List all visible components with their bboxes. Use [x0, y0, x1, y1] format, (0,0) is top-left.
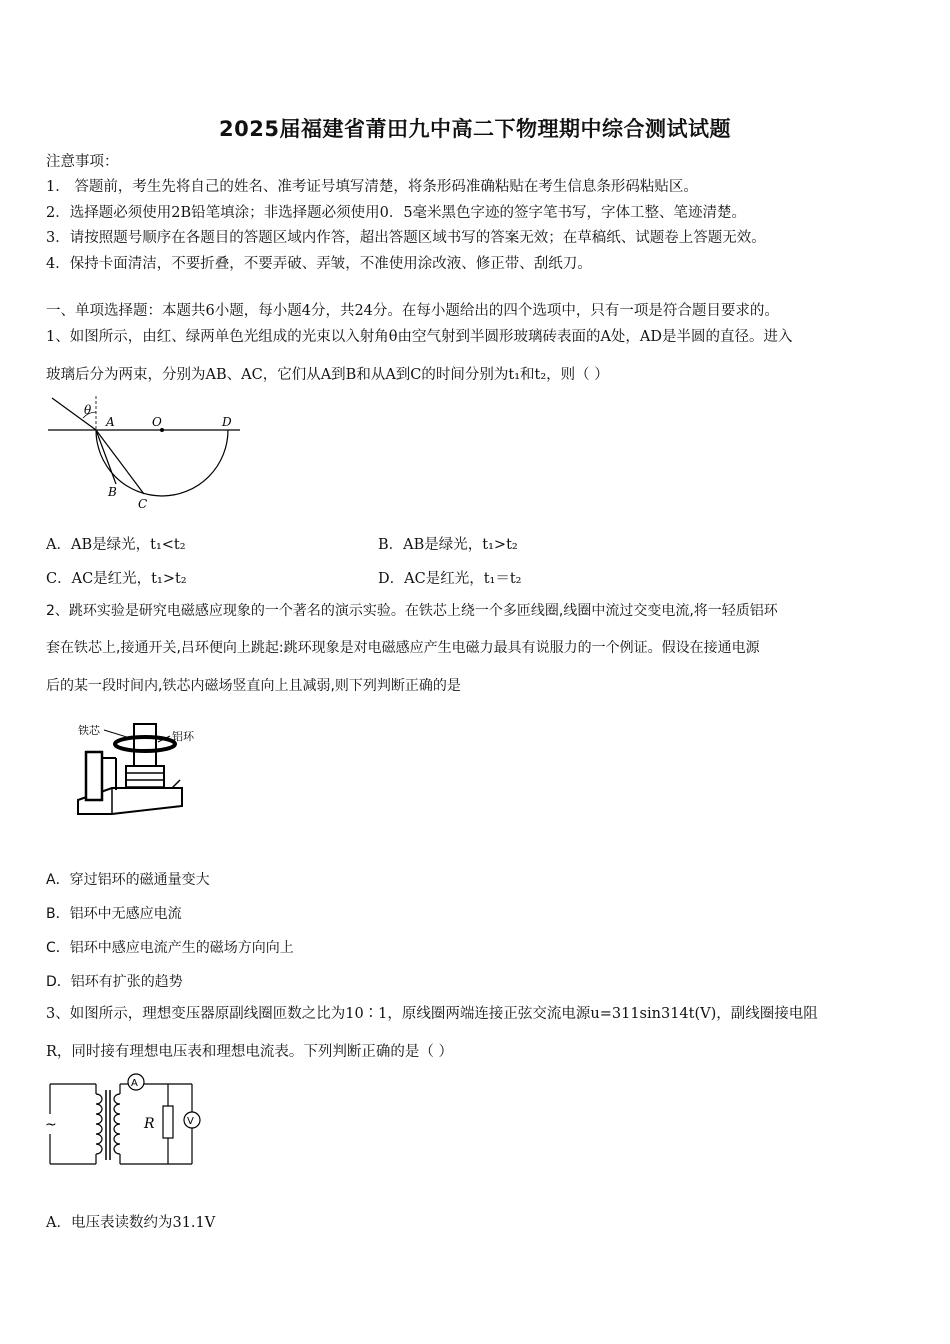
option-text: 铝环有扩张的趋势	[70, 974, 183, 990]
q1-option-b	[378, 533, 518, 554]
ac-source-icon: ~	[45, 1117, 57, 1133]
ray-ab	[96, 430, 116, 484]
label-a: A	[106, 415, 115, 429]
ammeter-label: A	[131, 1078, 138, 1089]
option-key: A．	[46, 872, 70, 888]
option-key: A．	[46, 1215, 71, 1231]
notice-heading: 注意事项：	[46, 154, 119, 170]
q2-option-c	[46, 937, 294, 957]
option-key: C．	[46, 940, 70, 956]
option-text: AB是绿光，t₁>t₂	[403, 537, 518, 553]
resistor-label: R	[144, 1116, 155, 1132]
q1-stem-line1: 1、如图所示，由红、绿两单色光组成的光束以入射角θ由空气射到半圆形玻璃砖表面的A处，AD是半圆的直径。进入	[46, 329, 793, 345]
option-text: 铝环中感应电流产生的磁场方向向上	[69, 940, 294, 956]
option-key: D．	[46, 974, 71, 990]
q1-option-d	[378, 567, 522, 588]
option-text: AB是绿光，t₁<t₂	[70, 537, 186, 553]
option-text: AC是红光，t₁＝t₂	[404, 571, 522, 587]
notice-item-3: 3．请按照题号顺序在各题目的答题区域内作答，超出答题区域书写的答案无效；在草稿纸、试题卷上答题无效。	[46, 230, 766, 246]
notice-item-2: 2．选择题必须使用2B铅笔填涂；非选择题必须使用0．5毫米黑色字迹的签字笔书写，字体工整、笔迹清楚。	[46, 205, 747, 221]
q3-figure	[44, 1070, 214, 1170]
option-key: A．	[46, 537, 71, 553]
q2-stem-line2: 套在铁芯上,接通开关,吕环便向上跳起:跳环现象是对电磁感应产生电磁力最具有说服力的一个例证。假设在接通电源	[46, 640, 760, 656]
notice-item-1: 1． 答题前，考生先将自己的姓名、准考证号填写清楚，将条形码准确粘贴在考生信息条形码粘贴区。	[46, 179, 698, 195]
notice-item-4: 4．保持卡面清洁，不要折叠，不要弄破、弄皱，不准使用涂改液、修正带、刮纸刀。	[46, 256, 592, 272]
section-heading: 一、单项选择题：本题共6小题，每小题4分，共24分。在每小题给出的四个选项中，只有一项是符合题目要求的。	[46, 303, 779, 319]
label-o: O	[152, 415, 162, 429]
q3-stem-line2: R，同时接有理想电压表和理想电流表。下列判断正确的是（ ）	[46, 1044, 454, 1060]
option-text: 穿过铝环的磁通量变大	[69, 872, 210, 888]
q1-option-c	[46, 567, 187, 588]
q2-option-b	[46, 903, 182, 923]
q3-option-a	[46, 1211, 215, 1232]
label-b: B	[108, 485, 117, 499]
q1-option-a	[46, 533, 186, 554]
ray-ac	[96, 430, 144, 494]
option-text: 铝环中无感应电流	[69, 906, 182, 922]
label-theta: θ	[84, 403, 92, 417]
resistor	[163, 1106, 173, 1138]
switch-stand	[86, 752, 102, 800]
label-d: D	[222, 415, 232, 429]
q2-option-a	[46, 869, 210, 889]
q2-stem-line1: 2、跳环实验是研究电磁感应现象的一个著名的演示实验。在铁芯上绕一个多匝线圈,线圈中流过交变电流,将一轻质铝环	[46, 603, 778, 619]
option-key: D．	[378, 571, 405, 587]
secondary-coil	[114, 1094, 120, 1154]
option-text: AC是红光，t₁>t₂	[71, 571, 187, 587]
q2-figure	[72, 718, 212, 824]
q2-option-d	[46, 971, 183, 991]
option-key: B．	[378, 537, 404, 553]
q1-stem-line2: 玻璃后分为两束，分别为AB、AC，它们从A到B和从A到C的时间分别为t₁和t₂，则（ ）	[46, 367, 609, 383]
label-c: C	[138, 497, 148, 511]
primary-coil	[96, 1094, 102, 1154]
q3-stem-line1: 3、如图所示，理想变压器原副线圈匝数之比为10∶1，原线圈两端连接正弦交流电源u=311sin314t(V)，副线圈接电阻	[46, 1006, 818, 1022]
option-key: C．	[46, 571, 72, 587]
voltmeter-label: V	[187, 1116, 194, 1127]
option-text: 电压表读数约为31.1V	[70, 1215, 216, 1231]
q1-figure	[44, 392, 244, 514]
q2-stem-line3: 后的某一段时间内,铁芯内磁场竖直向上且减弱,则下列判断正确的是	[46, 678, 461, 694]
label-core: 铁芯	[78, 724, 100, 737]
option-key: B．	[46, 906, 70, 922]
page-title: 2025届福建省莆田九中高二下物理期中综合测试试题	[219, 117, 731, 141]
label-ring: 铝环	[172, 730, 194, 743]
